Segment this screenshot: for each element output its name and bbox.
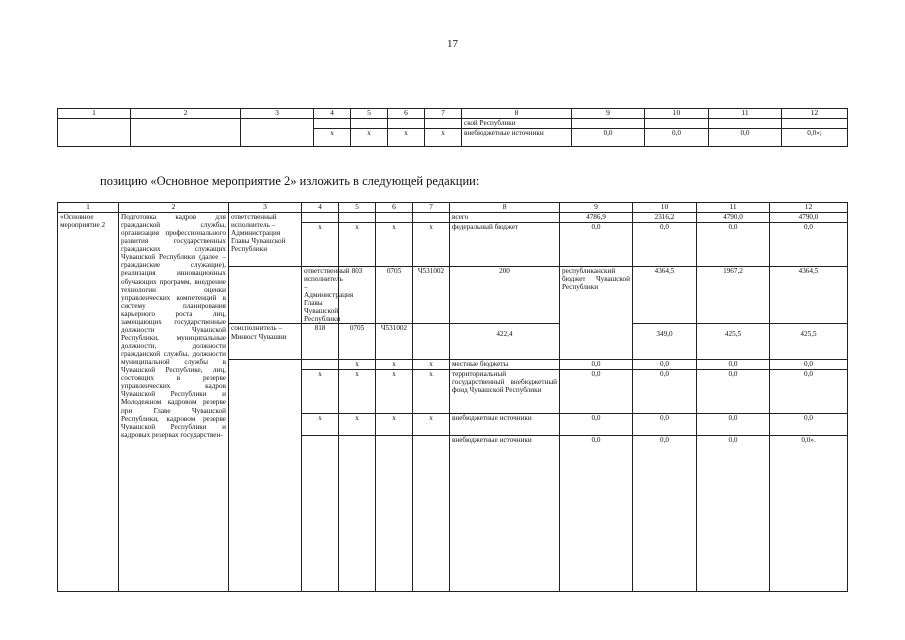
table-cell: 0,0 bbox=[770, 369, 848, 413]
table-cell: 0,0 bbox=[770, 360, 848, 369]
table-cell: 425,5 bbox=[770, 324, 848, 360]
table-cell: x bbox=[425, 129, 462, 147]
table-cell bbox=[388, 119, 425, 129]
table-cell: 9 bbox=[560, 203, 633, 213]
table-cell: 0,0 bbox=[572, 129, 645, 147]
table-cell: 9 bbox=[572, 109, 645, 119]
table-cell: 818 bbox=[302, 324, 339, 360]
table-cell: 4786,9 bbox=[560, 213, 633, 223]
table-cell: x bbox=[413, 413, 450, 435]
table-cell: 0,0 bbox=[697, 360, 770, 369]
table-cell: 425,5 bbox=[697, 324, 770, 360]
funding-source-cell: территориальный государственный внебюджетный фонд Чувашской Республики bbox=[450, 369, 560, 413]
funding-source-cell: местные бюджеты bbox=[450, 360, 560, 369]
table-cell: 0,0 bbox=[560, 413, 633, 435]
table-cell: 0,0 bbox=[633, 413, 697, 435]
table-cell: 11 bbox=[697, 203, 770, 213]
table-cell bbox=[58, 119, 131, 147]
table-cell bbox=[709, 119, 782, 129]
table-cell bbox=[425, 119, 462, 129]
table-cell bbox=[302, 213, 339, 223]
table-cell: Ч531002 bbox=[376, 324, 413, 360]
table-cell: 10 bbox=[645, 109, 709, 119]
table-cell: 0,0 bbox=[560, 435, 633, 591]
table-cell: 4790,0 bbox=[770, 213, 848, 223]
table-cell bbox=[782, 119, 848, 129]
table-cell bbox=[572, 119, 645, 129]
table-cell: x bbox=[376, 413, 413, 435]
table-cell: 0,0 bbox=[697, 413, 770, 435]
funding-source-cell: всего bbox=[450, 213, 560, 223]
table-cell: 0705 bbox=[376, 267, 413, 324]
main-table bbox=[57, 202, 848, 592]
table-header-row bbox=[58, 109, 848, 119]
table-cell bbox=[413, 324, 450, 360]
table-cell: 7 bbox=[413, 203, 450, 213]
table-cell bbox=[302, 360, 339, 369]
table-cell bbox=[413, 213, 450, 223]
table-cell: 10 bbox=[633, 203, 697, 213]
table-cell: 0,0 bbox=[697, 435, 770, 591]
table-cell: 8 bbox=[462, 109, 572, 119]
table-cell: 2 bbox=[119, 203, 229, 213]
funding-source-cell: федеральный бюджет bbox=[450, 223, 560, 267]
table-cell: 803 bbox=[339, 267, 376, 324]
table-cell: 5 bbox=[351, 109, 388, 119]
table-cell: 0,0 bbox=[633, 223, 697, 267]
table-cell: 1967,2 bbox=[697, 267, 770, 324]
table-cell bbox=[376, 435, 413, 591]
table-cell: 1 bbox=[58, 109, 131, 119]
table-cell bbox=[241, 119, 314, 147]
table-cell: 422,4 bbox=[450, 324, 560, 360]
table-cell bbox=[339, 213, 376, 223]
table-cell: x bbox=[413, 360, 450, 369]
table-cell: 200 bbox=[450, 267, 560, 324]
table-row bbox=[58, 213, 848, 223]
table-cell: 4364,5 bbox=[770, 267, 848, 324]
table-cell: x bbox=[376, 369, 413, 413]
table-cell: Ч531002 bbox=[413, 267, 450, 324]
table-cell: x bbox=[388, 129, 425, 147]
table-cell: 0,0 bbox=[633, 369, 697, 413]
table-cell: 4364,5 bbox=[633, 267, 697, 324]
table-cell: 7 bbox=[425, 109, 462, 119]
table-cell: x bbox=[314, 129, 351, 147]
table-cell: 0,0 bbox=[697, 369, 770, 413]
funding-source-cell: внебюджетные источники bbox=[450, 413, 560, 435]
table-cell bbox=[351, 119, 388, 129]
table-cell: x bbox=[376, 223, 413, 267]
table-header-row bbox=[58, 203, 848, 213]
table-cell: 6 bbox=[376, 203, 413, 213]
table-cell: 5 bbox=[339, 203, 376, 213]
table-row bbox=[58, 119, 848, 129]
funding-source-cell: республиканский бюджет Чувашской Республики bbox=[560, 267, 633, 360]
table-cell: 3 bbox=[241, 109, 314, 119]
table-cell: 0,0 bbox=[770, 223, 848, 267]
table-cell: x bbox=[339, 360, 376, 369]
table-cell: 0,0 bbox=[560, 369, 633, 413]
table-cell: x bbox=[339, 413, 376, 435]
table-cell bbox=[314, 119, 351, 129]
table-cell: 349,0 bbox=[633, 324, 697, 360]
table-cell: 4790,0 bbox=[697, 213, 770, 223]
table-cell: x bbox=[339, 369, 376, 413]
table-cell: 0,0 bbox=[560, 223, 633, 267]
table-cell bbox=[339, 435, 376, 591]
table-cell: x bbox=[413, 223, 450, 267]
table-cell: 6 bbox=[388, 109, 425, 119]
table-cell bbox=[376, 213, 413, 223]
table-cell: 0,0 bbox=[709, 129, 782, 147]
table-cell: 0,0 bbox=[633, 435, 697, 591]
table-cell: 0,0 bbox=[645, 129, 709, 147]
funding-source-cell: внебюджетные источники bbox=[450, 435, 560, 591]
table-cell: 2316,2 bbox=[633, 213, 697, 223]
table-cell: 12 bbox=[782, 109, 848, 119]
table-cell: 4 bbox=[302, 203, 339, 213]
table-cell: 0,0». bbox=[770, 435, 848, 591]
table-cell: x bbox=[302, 223, 339, 267]
intro-text: позицию «Основное мероприятие 2» изложить в следующей редакции: bbox=[100, 174, 480, 188]
table-cell bbox=[413, 435, 450, 591]
table-cell: 3 bbox=[229, 203, 302, 213]
table-cell: 8 bbox=[450, 203, 560, 213]
table-cell: 1 bbox=[58, 203, 119, 213]
table-cell: 12 bbox=[770, 203, 848, 213]
table-cell: 4 bbox=[314, 109, 351, 119]
event-description: Подготовка кадров для гражданской службы, организация профессионального развития государственных гражданских служащих Чувашской Республики (далее – гражданские служащие), реализация инновационных обучающих программ, внедрение технологии оценки управленческих компетенций в систему планирования карьерного роста лиц, замещающих государственные должности Чувашской Республики, муниципальные должности, должности гражданской службы, должности муниципальной службы в Чувашской Республике, лиц, состоящих в резерве управленческих кадров Чувашской Республики и Молодежном кадровом резерве при Главе Чувашской Республики, кадровом резерве Чувашской Республики и кадровых резервах государствен- bbox=[119, 213, 229, 592]
event-name: «Основное мероприятие 2 bbox=[58, 213, 119, 592]
table-cell: x bbox=[376, 360, 413, 369]
table-cell bbox=[131, 119, 241, 147]
funding-source-cell: ской Республики bbox=[462, 119, 572, 129]
executor-cell: ответственный исполнитель – Администрация Главы Чувашской Республики bbox=[302, 267, 339, 324]
table-cell: 2 bbox=[131, 109, 241, 119]
funding-source-cell: внебюджетные источники bbox=[462, 129, 572, 147]
executor-cell: соисполнитель – Минюст Чувашии bbox=[229, 324, 302, 360]
table-cell: 0,0 bbox=[770, 413, 848, 435]
table-cell: x bbox=[339, 223, 376, 267]
table-cell: 0,0 bbox=[697, 223, 770, 267]
executor-cell: ответственный исполнитель – Администрация Главы Чувашской Республики bbox=[229, 213, 302, 267]
table-cell: x bbox=[302, 413, 339, 435]
table-cell: 0705 bbox=[339, 324, 376, 360]
table-cell: 0,0 bbox=[560, 360, 633, 369]
continuation-table bbox=[57, 108, 848, 147]
table-cell bbox=[229, 360, 302, 591]
table-cell: x bbox=[351, 129, 388, 147]
table-cell bbox=[645, 119, 709, 129]
table-cell: 11 bbox=[709, 109, 782, 119]
table-cell: 0,0»; bbox=[782, 129, 848, 147]
table-cell: x bbox=[413, 369, 450, 413]
table-cell bbox=[302, 435, 339, 591]
table-cell: x bbox=[302, 369, 339, 413]
table-cell: 0,0 bbox=[633, 360, 697, 369]
page-number: 17 bbox=[447, 38, 458, 50]
